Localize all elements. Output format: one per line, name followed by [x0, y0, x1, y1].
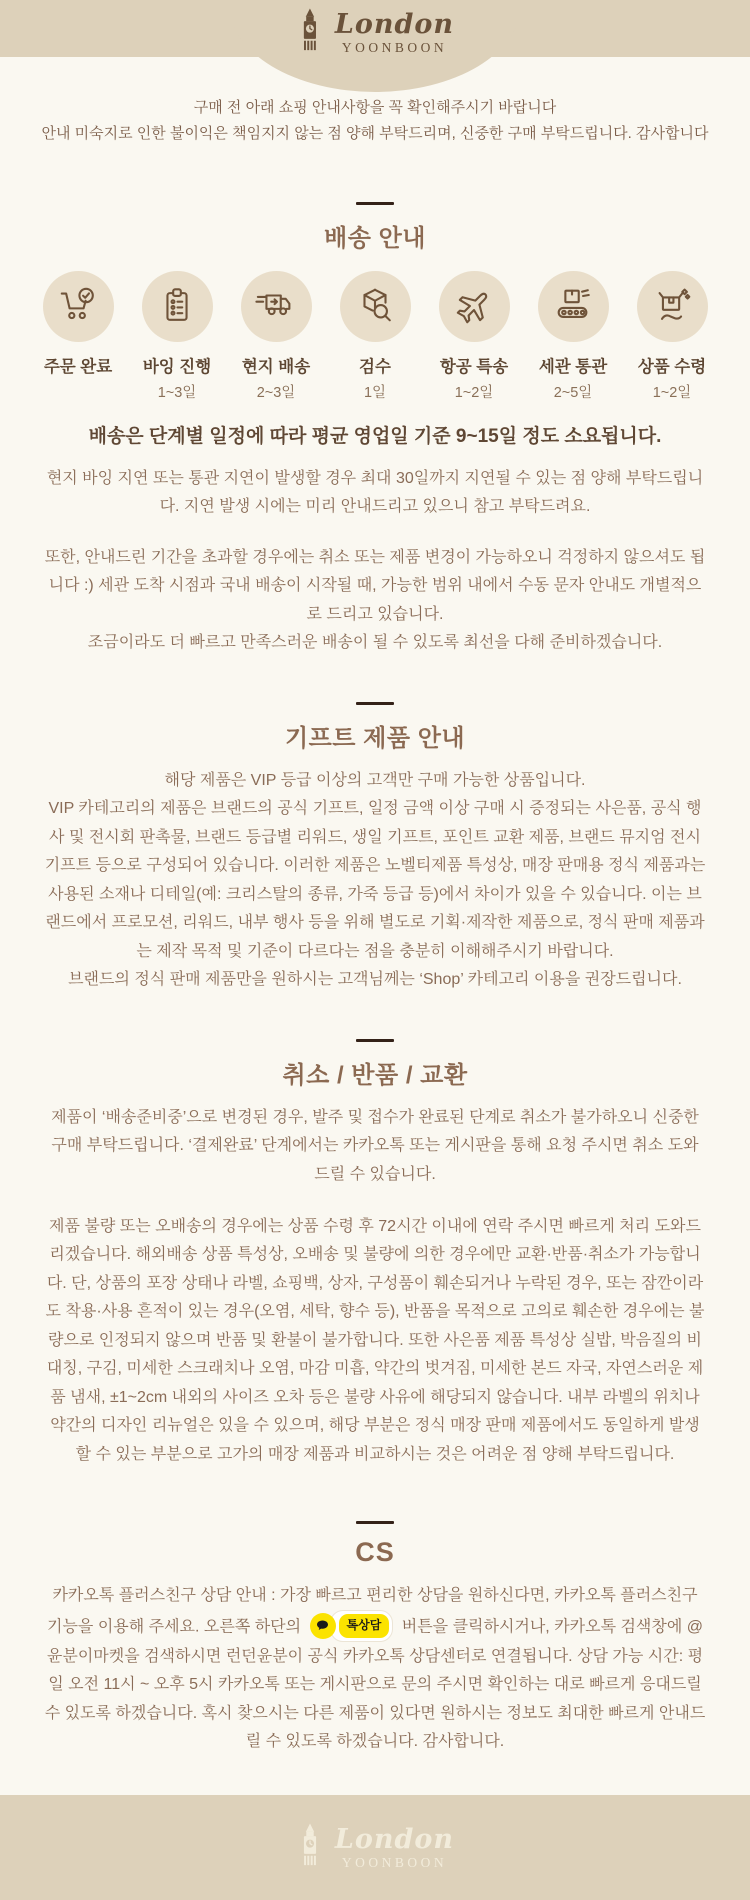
- big-ben-icon: [296, 7, 324, 58]
- kakao-button-pill: [330, 1610, 394, 1642]
- cs-section-title: CS: [355, 1537, 395, 1568]
- shipping-step-local-delivery: 현지 배송 2~3일: [228, 271, 324, 399]
- shipping-steps-row: [0, 271, 750, 399]
- big-ben-icon: [296, 1822, 324, 1873]
- shipping-step-order-complete: 주문 완료: [30, 271, 126, 399]
- clipboard-icon: [142, 271, 213, 342]
- shipping-step-inspection: 검수 1일: [327, 271, 423, 399]
- gift-paragraph-1: 해당 제품은 VIP 등급 이상의 고객만 구매 가능한 상품입니다.: [164, 771, 586, 789]
- returns-paragraph-2: 제품 불량 또는 오배송의 경우에는 상품 수령 후 72시간 이내에 연락 주시면 빠르게 처리 도와드리겠습니다. 해외배송 상품 특성상, 오배송 및 불량에 의한 경우에만 교환·반품·취소가 가능합니다. 단, 상품의 포장 상태나 라벨, 쇼핑백, 상자, 구성품이 훼손되거나 누락된 경우, 또는 잠깐이라도 착용·사용 흔적이 있는 경우(오염, 세탁, 향수 등), 반품을 목적으로 고의로 훼손한 경우에는 불량으로 인정되지 않으며 반품 및 환불이 불가합니다. 또한 사은품 제품 특성상 실밥, 박음질의 비대칭, 구김, 미세한 스크래치나 오염, 마감 미흡, 약간의 벗겨짐, 미세한 본드 자국, 자연스러운 제품 냄새, ±1~2cm 내외의 사이즈 오차 등은 불량 사유에 해당되지 않습니다. 내부 라벨의 위치나 약간의 디자인 리뉴얼은 있을 수 있으며, 해당 부분은 정식 매장 판매 제품에서도 동일하게 발생할 수 있는 부분으로 고가의 매장 제품과 비교하시는 것은 어려운 점 양해 부탁드립니다.: [45, 1217, 705, 1463]
- section-divider: [356, 1521, 394, 1524]
- kakao-button-label: 톡상담: [339, 1614, 390, 1638]
- cs-section: [0, 1521, 750, 1757]
- brand-name-script: London: [334, 1823, 455, 1855]
- shipping-paragraph-3: 조금이라도 더 빠르고 만족스러운 배송이 될 수 있도록 최선을 다해 준비하겠습니다.: [87, 634, 663, 652]
- kakao-bubble-icon: [310, 1613, 336, 1639]
- cs-paragraph: [44, 1582, 706, 1757]
- returns-section-title: 취소 / 반품 / 교환: [282, 1061, 468, 1089]
- box-receive-icon: [637, 271, 708, 342]
- gift-section-title: 기프트 제품 안내: [284, 724, 466, 752]
- purchase-notice: [0, 95, 750, 148]
- gift-paragraph-2: VIP 카테고리의 제품은 브랜드의 공식 기프트, 일정 금액 이상 구매 시 증정되는 사은품, 공식 행사 및 전시회 판촉물, 브랜드 등급별 리워드, 생일 기프트, 포인트 교환 제품, 브랜드 뮤지엄 전시 기프트 등으로 구성되어 있습니다. 이러한 제품은 노벨티제품 특성상, 매장 판매용 정식 제품과는 사용된 소재나 디테일(예: 크리스탈의 종류, 가죽 등급 등)에서 차이가 있을 수 있습니다. 이는 브랜드에서 프로모션, 리워드, 내부 행사 등을 위해 별도로 기획·제작한 제품으로, 정식 판매 제품과는 제작 목적 및 기준이 다르다는 점을 충분히 이해해주시기 바랍니다.: [44, 800, 706, 960]
- brand-name-caps: YOONBOON: [341, 1854, 448, 1870]
- section-divider: [356, 702, 394, 705]
- returns-paragraph-1: 제품이 ‘배송준비중’으로 변경된 경우, 발주 및 접수가 완료된 단계로 취소가 불가하오니 신중한 구매 부탁드립니다. ‘결제완료’ 단계에서는 카카오톡 또는 게시판을 통해 요청 주시면 취소 도와드릴 수 있습니다.: [51, 1108, 699, 1183]
- shipping-step-customs: 세관 통관 2~5일: [525, 271, 621, 399]
- shipping-headline: 배송은 단계별 일정에 따라 평균 영업일 기준 9~15일 정도 소요됩니다.: [88, 425, 662, 447]
- brand-logo-text: [334, 8, 455, 55]
- airplane-icon: [439, 271, 510, 342]
- gift-info-section: [0, 702, 750, 995]
- box-inspection-icon: [340, 271, 411, 342]
- shipping-step-receive: 상품 수령 1~2일: [624, 271, 720, 399]
- cart-check-icon: [43, 271, 114, 342]
- shipping-guide-section: [0, 202, 750, 658]
- shipping-section-title: 배송 안내: [324, 224, 426, 252]
- shipping-paragraph-1: 현지 바잉 지연 또는 통관 지연이 발생할 경우 최대 30일까지 지연될 수 있는 점 양해 부탁드립니다. 지연 발생 시에는 미리 안내드리고 있으니 참고 부탁드려요.: [46, 470, 704, 516]
- cs-text-before-button: 카카오톡 플러스친구 상담 안내 : 가장 빠르고 편리한 상담을 원하신다면, 카카오톡 플러스친구 기능을 이용해 주세요. 오른쪽 하단의: [47, 1587, 698, 1636]
- brand-footer: [0, 1795, 750, 1900]
- truck-icon: [241, 271, 312, 342]
- notice-line-2: 안내 미숙지로 인한 불이익은 책임지지 않는 점 양해 부탁드리며, 신중한 구매 부탁드립니다. 감사합니다: [41, 125, 709, 143]
- shipping-step-air-express: 항공 특송 1~2일: [426, 271, 522, 399]
- brand-name-script: London: [334, 8, 455, 40]
- customs-conveyor-icon: [538, 271, 609, 342]
- gift-paragraph-3: 브랜드의 정식 판매 제품만을 원하시는 고객님께는 ‘Shop’ 카테고리 이용을 권장드립니다.: [68, 971, 682, 989]
- kakao-chat-button[interactable]: [310, 1610, 394, 1642]
- footer-brand-logo: [296, 1822, 454, 1873]
- section-divider: [356, 202, 394, 205]
- notice-line-1: 구매 전 아래 쇼핑 안내사항을 꼭 확인해주시기 바랍니다: [193, 99, 557, 116]
- brand-header: [0, 0, 750, 57]
- brand-name-caps: YOONBOON: [341, 39, 448, 55]
- shipping-paragraph-2: 또한, 안내드린 기간을 초과할 경우에는 취소 또는 제품 변경이 가능하오니 걱정하지 않으셔도 됩니다 :) 세관 도착 시점과 국내 배송이 시작될 때, 가능한 범위 내에서 수동 문자 안내도 개별적으로 드리고 있습니다.: [44, 548, 706, 623]
- section-divider: [356, 1039, 394, 1042]
- returns-section: [0, 1039, 750, 1470]
- footer-brand-logo-text: [334, 1823, 455, 1870]
- cs-text-after-button: 버튼을 클릭하시거나, 카카오톡 검색창에 @윤분이마켓을 검색하시면 런던윤분이 공식 카카오톡 상담센터로 연결됩니다. 상담 가능 시간: 평일 오전 11시 ~ 오후 5시 카카오톡 또는 게시판으로 문의 주시면 확인하는 대로 빠르게 응대드릴 수 있도록 하겠습니다. 혹시 찾으시는 다른 제품이 있다면 원하시는 정보도 최대한 빠르게 안내드릴 수 있도록 하겠습니다. 감사합니다.: [44, 1618, 706, 1751]
- shipping-step-buying: 바잉 진행 1~3일: [129, 271, 225, 399]
- brand-logo: [296, 7, 454, 58]
